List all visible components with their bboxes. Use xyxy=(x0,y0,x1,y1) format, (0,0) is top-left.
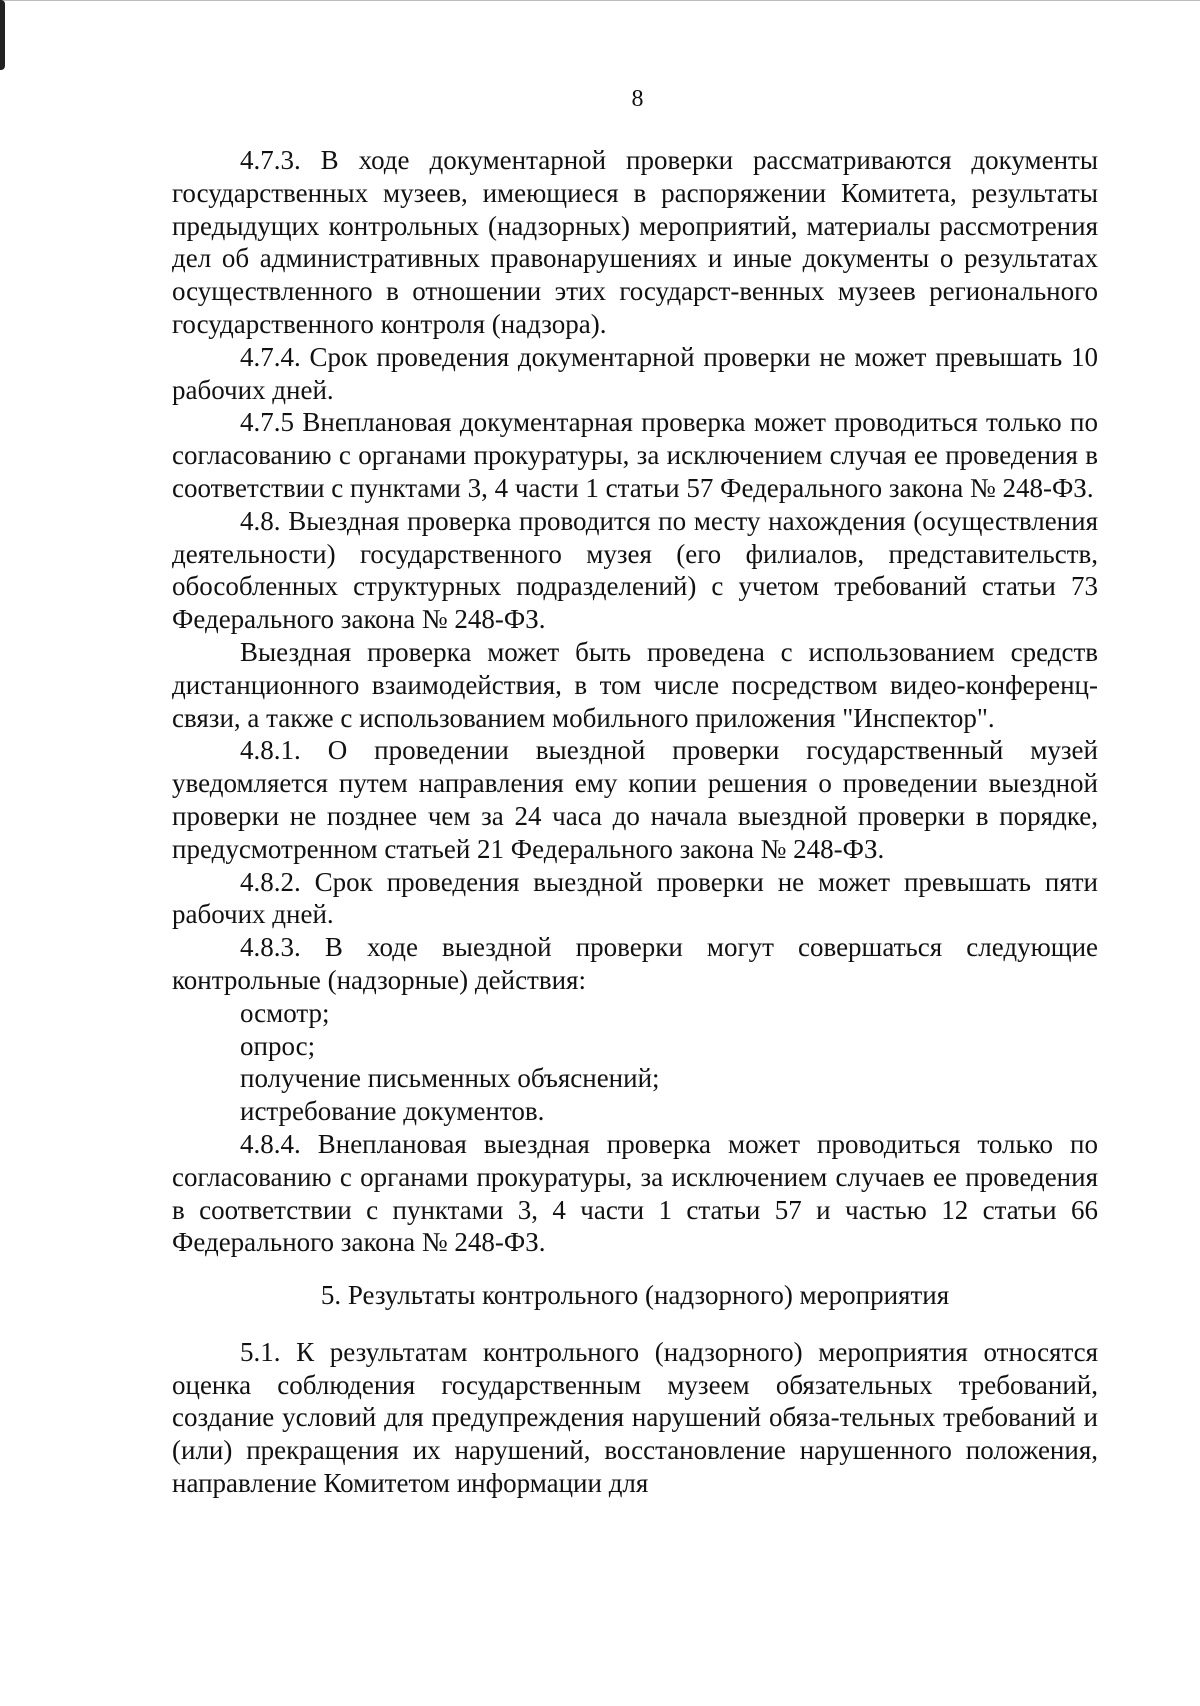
list-item: осмотр; xyxy=(240,997,330,1028)
paragraph-5-1: 5.1. К результатам контрольного (надзорного) мероприятия относятся оценка соблюдения государственным музеем обязательных требований, создание условий для предупреждения нарушений обяза-тельных требований и (или) прекращения их нарушений, восстановление нарушенного положения, направление Комитетом информации для xyxy=(172,1336,1098,1499)
list-item: получение письменных объяснений; xyxy=(240,1063,660,1094)
scan-edge-mark xyxy=(0,0,5,70)
scan-top-rule xyxy=(0,0,1200,1)
paragraph-remote-inspection: Выездная проверка может быть проведена с использованием средств дистанционного взаимодействия, в том числе посредством видео-конференц-связи, а также с использованием мобильного приложения "Инспектор". xyxy=(172,636,1098,733)
paragraph-4-8: 4.8. Выездная проверка проводится по месту нахождения (осуществления деятельности) государственного музея (его филиалов, представительств, обособленных структурных подразделений) с учетом требований статьи 73 Федерального закона № 248-ФЗ. xyxy=(172,505,1098,635)
list-item: опрос; xyxy=(240,1030,316,1061)
page-number: 8 xyxy=(631,86,644,112)
paragraph-4-8-1: 4.8.1. О проведении выездной проверки государственный музей уведомляется путем направления ему копии решения о проведении выездной проверки не позднее чем за 24 часа до начала выездной проверки в порядке, предусмотренном статьей 21 Федерального закона № 248-ФЗ. xyxy=(172,735,1098,864)
list-item: истребование документов. xyxy=(240,1096,545,1127)
paragraph-4-7-3: 4.7.3. В ходе документарной проверки рассматриваются документы государственных музеев, имеющиеся в распоряжении Комитета, результаты предыдущих контрольных (надзорных) мероприятий, материалы рассмотрения дел об административных правонарушениях и иные документы о результатах осуществленного в отношении этих государст-венных музеев регионального государственного контроля (надзора). xyxy=(172,145,1098,339)
paragraph-4-8-3: 4.8.3. В ходе выездной проверки могут совершаться следующие контрольные (надзорные) действия: xyxy=(172,932,1098,995)
section-heading: 5. Результаты контрольного (надзорного) мероприятия xyxy=(320,1280,950,1311)
document-body xyxy=(172,144,1098,1500)
paragraph-4-8-4: 4.8.4. Внеплановая выездная проверка может проводиться только по согласованию с органами прокуратуры, за исключением случаев ее проведения в соответствии с пунктами 3, 4 части 1 статьи 57 и частью 12 статьи 66 Федерального закона № 248-ФЗ. xyxy=(172,1128,1098,1258)
paragraph-4-7-4: 4.7.4. Срок проведения документарной проверки не может превышать 10 рабочих дней. xyxy=(172,341,1098,405)
paragraph-4-8-2: 4.8.2. Срок проведения выездной проверки не может превышать пяти рабочих дней. xyxy=(172,866,1098,930)
paragraph-4-7-5: 4.7.5 Внеплановая документарная проверка может проводиться только по согласованию с органами прокуратуры, за исключением случая ее проведения в соответствии с пунктами 3, 4 части 1 статьи 57 Федерального закона № 248-ФЗ. xyxy=(172,407,1098,503)
